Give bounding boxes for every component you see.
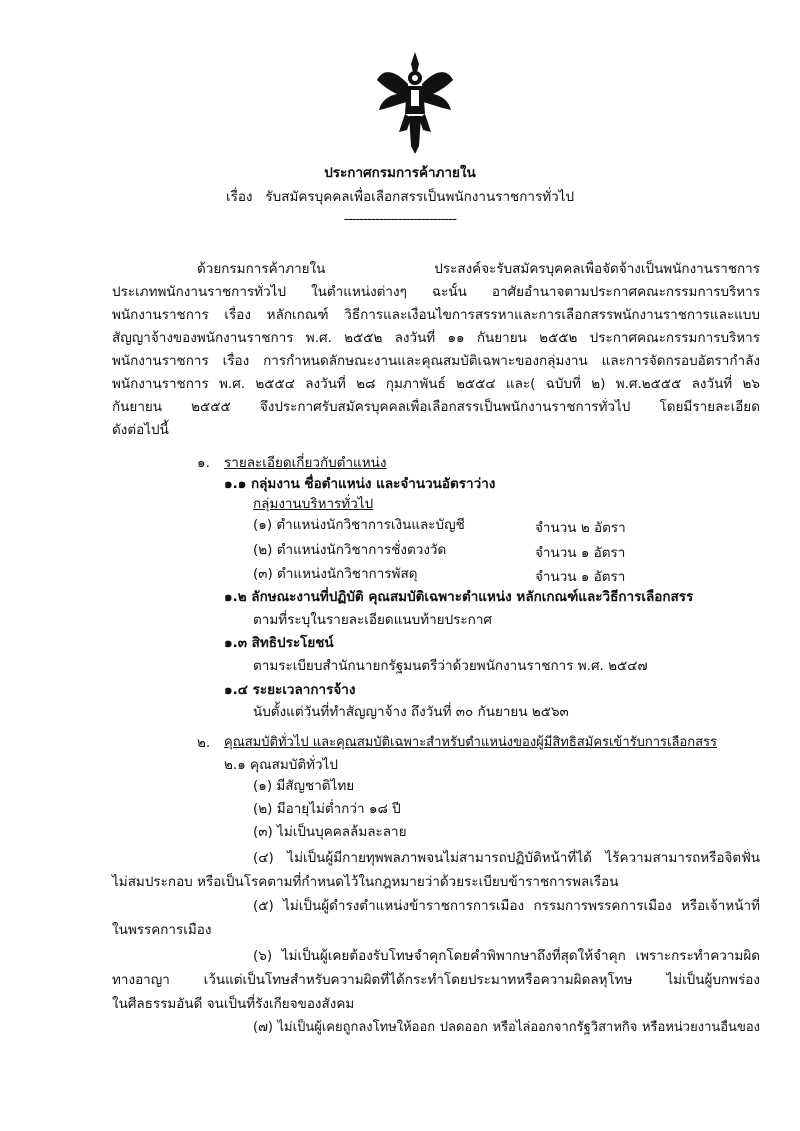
qualification-item: (๑) มีสัญชาติไทย [253, 778, 355, 794]
qualification-item-cont: ทางอาญา เว้นแต่เป็นโทษสำหรับความผิดที่ได้กระทำโดยประมาทหรือความผิดลหุโทษ ไม่เป็นผู้บกพร่อง [112, 972, 760, 988]
intro-line: ดังต่อไปนี้ [112, 422, 169, 438]
position-row [253, 516, 465, 534]
position-name: (๓) ตำแหน่งนักวิชาการพัสดุ [253, 566, 418, 582]
qualification-item: (๗) ไม่เป็นผู้เคยถูกลงโทษให้ออก ปลดออก หรือไล่ออกจากรัฐวิสาหกิจ หรือหน่วยงานอื่นของ [253, 1020, 760, 1035]
section-2-title: คุณสมบัติทั่วไป และคุณสมบัติเฉพาะสำหรับตำแหน่งของผู้มีสิทธิสมัครเข้ารับการเลือกสรร [224, 735, 717, 750]
intro-line: สัญญาจ้างของพนักงานราชการ พ.ศ. ๒๕๕๒ ลงวันที่ ๑๑ กันยายน ๒๕๕๒ ประกาศคณะกรรมการบริหาร [112, 330, 760, 346]
qualification-item-cont: ในพรรคการเมือง [112, 922, 212, 938]
section-1-number: ๑. [197, 455, 210, 471]
position-row [253, 565, 417, 583]
qualification-item: (๓) ไม่เป็นบุคคลล้มละลาย [253, 824, 407, 840]
section-2-1: ๒.๑ คุณสมบัติทั่วไป [224, 757, 338, 773]
divider: ----------------------------- [343, 211, 457, 227]
qualification-item: (๕) ไม่เป็นผู้ดำรงตำแหน่งข้าราชการการเมือง กรรมการพรรคการเมือง หรือเจ้าหน้าที่ [253, 898, 760, 914]
intro-line: พนักงานราชการ พ.ศ. ๒๕๕๔ ลงวันที่ ๒๘ กุมภาพันธ์ ๒๕๕๔ และ( ฉบับที่ ๒) พ.ศ.๒๕๕๕ ลงวันที่ ๒๖ [112, 376, 760, 392]
qualification-item-cont: ในศีลธรรมอันดี จนเป็นที่รังเกียจของสังคม [112, 996, 355, 1012]
section-1-3-text: ตามระเบียบสำนักนายกรัฐมนตรีว่าด้วยพนักงานราชการ พ.ศ. ๒๕๔๗ [253, 658, 648, 674]
subject-text: รับสมัครบุคคลเพื่อเลือกสรรเป็นพนักงานราชการทั่วไป [265, 189, 575, 205]
subject-label: เรื่อง [225, 189, 253, 205]
section-1-1: ๑.๑ กลุ่มงาน ชื่อตำแหน่ง และจำนวนอัตราว่าง [224, 476, 496, 492]
qualification-item: (๔) ไม่เป็นผู้มีกายทุพพลภาพจนไม่สามารถปฏิบัติหน้าที่ได้ ไร้ความสามารถหรือจิตฟั่น [253, 850, 760, 866]
intro-line: พนักงานราชการ เรื่อง การกำหนดลักษณะงานและคุณสมบัติเฉพาะของกลุ่มงาน และการจัดกรอบอัตรากำลัง [112, 353, 760, 369]
section-1-4: ๑.๔ ระยะเวลาการจ้าง [224, 682, 356, 698]
qualification-item-cont: ไม่สมประกอบ หรือเป็นโรคตามที่กำหนดไว้ในกฎหมายว่าด้วยระเบียบข้าราชการพลเรือน [112, 874, 619, 890]
agency-title: ประกาศกรมการค้าภายใน [324, 165, 476, 181]
position-count: จำนวน ๑ อัตรา [535, 545, 626, 561]
subject-line [0, 188, 800, 206]
intro-line: ประเภทพนักงานราชการทั่วไป ในตำแหน่งต่างๆ ฉะนั้น อาศัยอำนาจตามประกาศคณะกรรมการบริหาร [112, 284, 760, 300]
section-1-4-text: นับตั้งแต่วันที่ทำสัญญาจ้าง ถึงวันที่ ๓๐ กันยายน ๒๕๖๓ [253, 704, 569, 720]
section-1-title: รายละเอียดเกี่ยวกับตำแหน่ง [224, 455, 387, 471]
intro-line: พนักงานราชการ เรื่อง หลักเกณฑ์ วิธีการและเงื่อนไขการสรรหาและการเลือกสรรพนักงานราชการและแบบ [112, 307, 760, 323]
qualification-item: (๒) มีอายุไม่ต่ำกว่า ๑๘ ปี [253, 801, 401, 817]
qualification-item: (๖) ไม่เป็นผู้เคยต้องรับโทษจำคุกโดยคำพิพากษาถึงที่สุดให้จำคุก เพราะกระทำความผิด [253, 948, 760, 964]
position-name: (๑) ตำแหน่งนักวิชาการเงินและบัญชี [253, 517, 465, 533]
section-2-number: ๒. [197, 735, 211, 751]
position-count: จำนวน ๒ อัตรา [535, 520, 626, 536]
intro-line: ด้วยกรมการค้าภายใน ประสงค์จะรับสมัครบุคคลเพื่อจัดจ้างเป็นพนักงานราชการ [197, 261, 760, 277]
intro-line: กันยายน ๒๕๕๕ จึงประกาศรับสมัครบุคคลเพื่อเลือกสรรเป็นพนักงานราชการทั่วไป โดยมีรายละเอียด [112, 399, 760, 415]
work-group: กลุ่มงานบริหารทั่วไป [253, 496, 374, 512]
section-1-2-text: ตามที่ระบุในรายละเอียดแนบท้ายประกาศ [253, 612, 492, 628]
position-row [253, 541, 446, 559]
position-name: (๒) ตำแหน่งนักวิชาการชั่งตวงวัด [253, 542, 447, 558]
garuda-emblem [375, 50, 455, 155]
position-count: จำนวน ๑ อัตรา [535, 569, 626, 585]
section-1-3: ๑.๓ สิทธิประโยชน์ [224, 635, 334, 651]
section-1-2: ๑.๒ ลักษณะงานที่ปฏิบัติ คุณสมบัติเฉพาะตำแหน่ง หลักเกณฑ์และวิธีการเลือกสรร [224, 589, 694, 605]
